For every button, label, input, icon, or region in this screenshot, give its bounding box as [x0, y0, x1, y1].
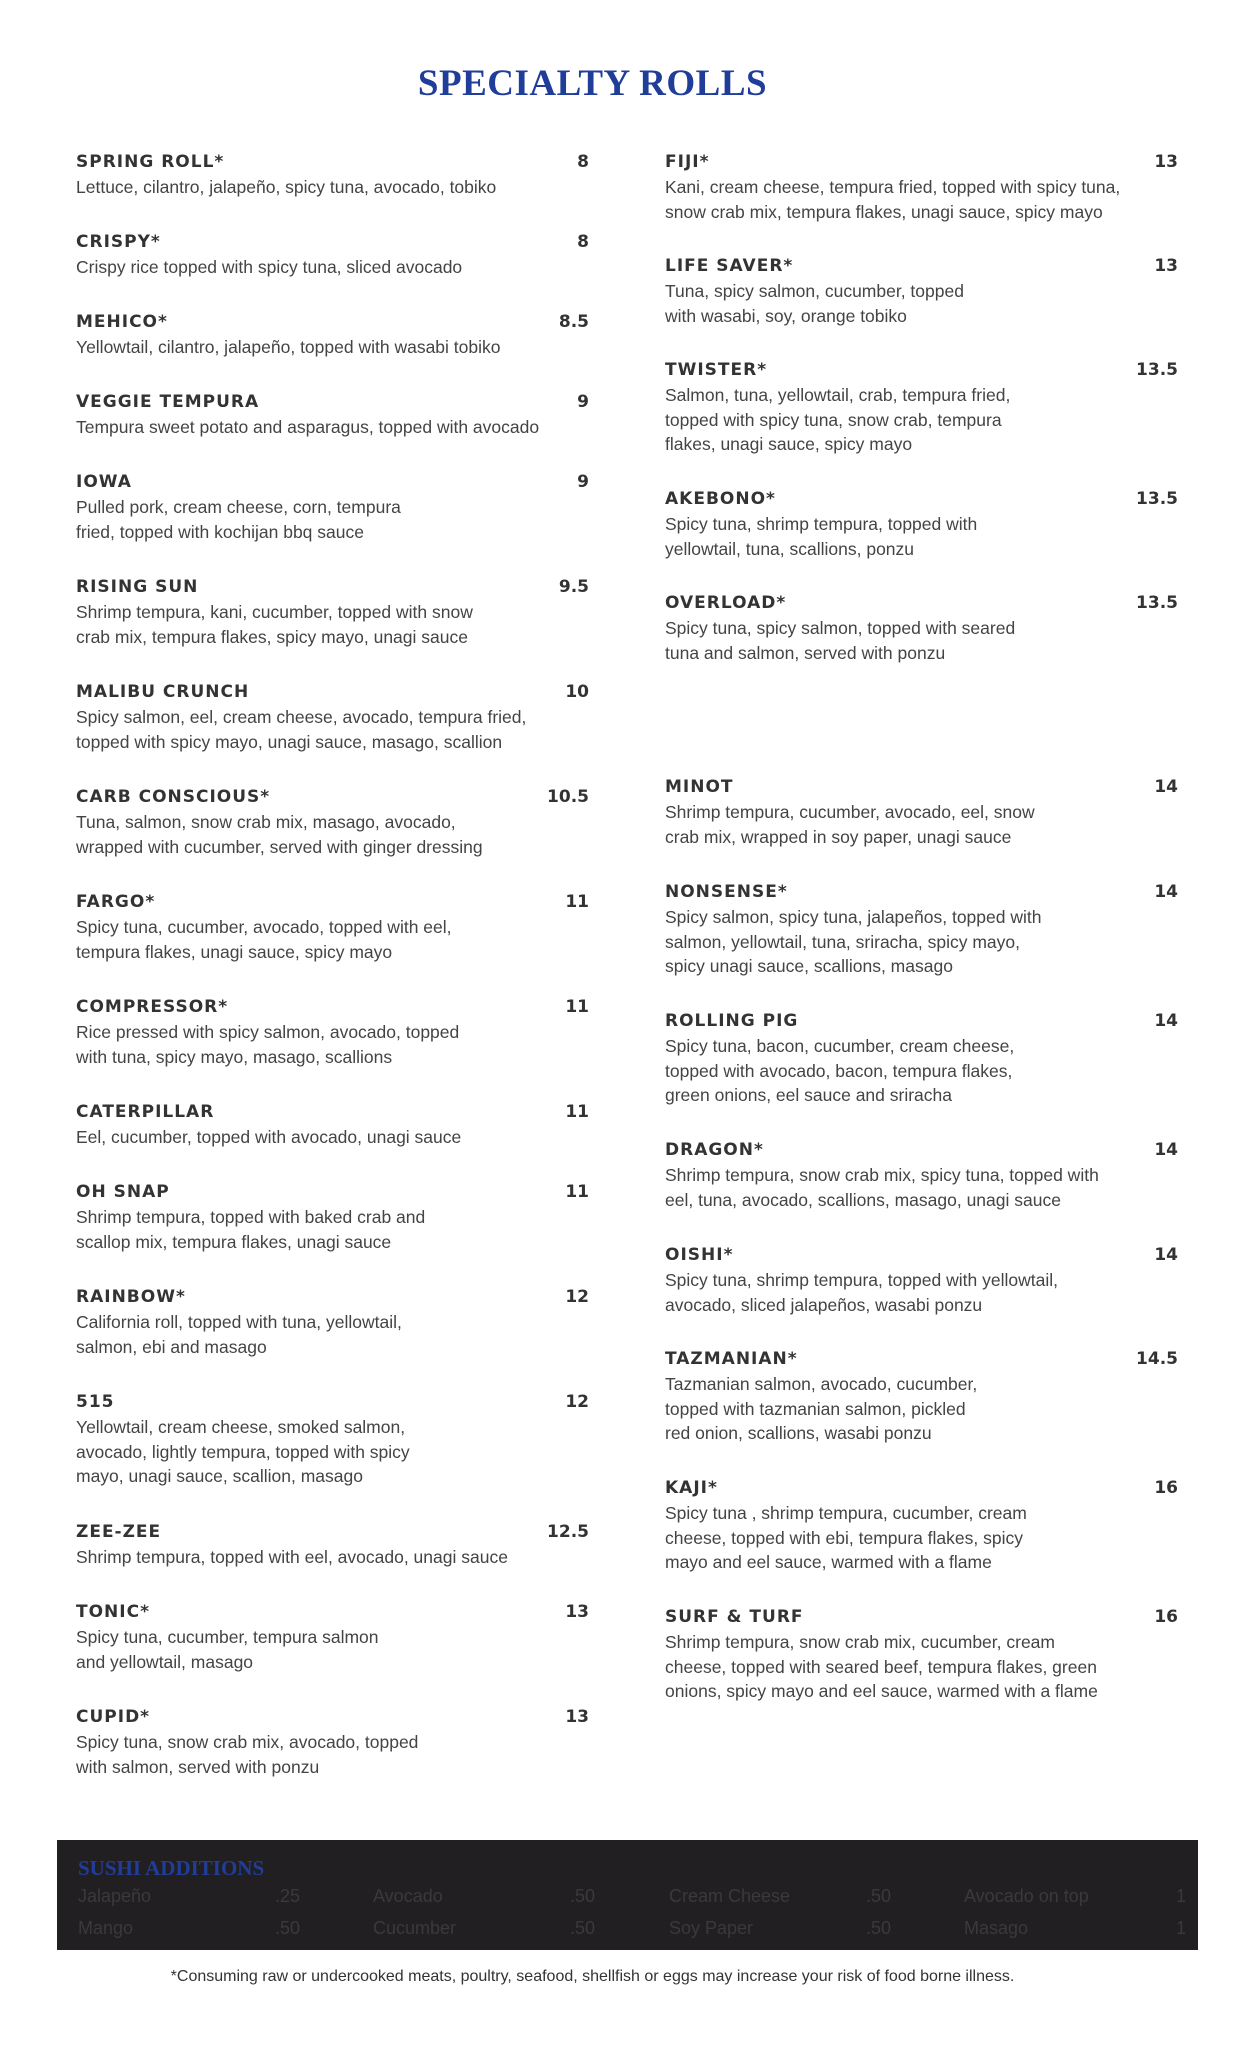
description-line: Tuna, salmon, snow crab mix, masago, avocado, [76, 812, 456, 832]
description-line: Yellowtail, cilantro, jalapeño, topped with wasabi tobiko [76, 337, 501, 357]
menu-item [76, 1285, 589, 1359]
description-line: Spicy salmon, spicy tuna, jalapeños, topped with [665, 907, 1042, 927]
menu-item-price: 13.5 [1136, 360, 1178, 380]
menu-item-header [76, 1600, 589, 1624]
description-line: topped with tazmanian salmon, pickled [665, 1398, 966, 1419]
menu-item-price: 11 [565, 1102, 589, 1122]
description-line: Spicy tuna, snow crab mix, avocado, topped [76, 1732, 419, 1752]
description-line: mayo and eel sauce, warmed with a flame [665, 1552, 992, 1572]
menu-item-name: KAJI* [665, 1478, 718, 1498]
addition-price: .50 [865, 1886, 891, 1906]
menu-item-name: CUPID* [76, 1707, 151, 1727]
menu-item-price: 14 [1154, 882, 1178, 902]
menu-item-price: 8.5 [558, 312, 589, 332]
description-line: Shrimp tempura, topped with baked crab and [76, 1207, 426, 1227]
description-line: salmon, yellowtail, tuna, sriracha, spicy mayo, [665, 931, 1020, 952]
menu-item [76, 230, 589, 280]
menu-item-name: RAINBOW* [76, 1287, 186, 1307]
menu-item-header [76, 680, 589, 704]
description-line: flakes, unagi sauce, spicy mayo [665, 434, 913, 454]
menu-item-name: CATERPILLAR [76, 1102, 215, 1122]
menu-item [665, 1605, 1178, 1704]
additions-title: SUSHI ADDITIONS [78, 1856, 265, 1880]
menu-item-name: COMPRESSOR* [76, 997, 229, 1017]
menu-item-name: RISING SUN [76, 577, 199, 597]
menu-item-header [665, 254, 1178, 278]
description-line: Rice pressed with spicy salmon, avocado, topped [76, 1022, 460, 1042]
description-line: yellowtail, tuna, scallions, ponzu [665, 538, 915, 559]
description-line: Spicy tuna, cucumber, avocado, topped with eel, [76, 917, 452, 937]
menu-item-name: IOWA [76, 472, 132, 492]
description-line: Tuna, spicy salmon, cucumber, topped [665, 281, 964, 301]
menu-item [665, 1243, 1178, 1317]
menu-item-header [76, 995, 589, 1019]
description-line: spicy unagi sauce, scallions, masago [665, 956, 953, 976]
menu-item [76, 995, 589, 1069]
menu-item-price: 13 [1154, 256, 1178, 276]
menu-item-price: 13 [1154, 152, 1178, 172]
description-line: snow crab mix, tempura flakes, unagi sauce, spicy mayo [665, 201, 1103, 222]
menu-item [665, 1347, 1178, 1446]
menu-item-header [76, 1180, 589, 1204]
menu-item-description [665, 616, 1178, 665]
menu-item-header [665, 1347, 1178, 1371]
description-line: Shrimp tempura, snow crab mix, spicy tuna, topped with [665, 1165, 1099, 1185]
menu-item-description [76, 415, 589, 440]
menu-item-header [76, 890, 589, 914]
menu-item-header [665, 150, 1178, 174]
menu-item-price: 14 [1154, 1011, 1178, 1031]
menu-item-price: 13 [565, 1602, 589, 1622]
description-line: tempura flakes, unagi sauce, spicy mayo [76, 941, 393, 962]
menu-item-description [665, 1268, 1178, 1317]
addition-item [669, 1918, 891, 1939]
menu-item-name: CARB CONSCIOUS* [76, 787, 271, 807]
menu-item-description [76, 915, 589, 964]
menu-item-name: LIFE SAVER* [665, 256, 794, 276]
menu-item-name: MALIBU CRUNCH [76, 682, 250, 702]
description-line: with salmon, served with ponzu [76, 1756, 320, 1777]
menu-item [76, 785, 589, 859]
addition-item [669, 1886, 891, 1907]
addition-name: Mango [78, 1918, 134, 1938]
menu-item-name: ROLLING PIG [665, 1011, 799, 1031]
description-line: Shrimp tempura, cucumber, avocado, eel, snow [665, 802, 1035, 822]
menu-item [76, 1600, 589, 1674]
menu-item [665, 254, 1178, 328]
menu-item-price: 11 [565, 1182, 589, 1202]
menu-item-name: ZEE-ZEE [76, 1522, 162, 1542]
menu-item [665, 358, 1178, 457]
menu-item-header [665, 591, 1178, 615]
addition-item [964, 1918, 1186, 1939]
menu-item-price: 11 [565, 997, 589, 1017]
description-line: green onions, eel sauce and sriracha [665, 1085, 952, 1105]
menu-item [665, 591, 1178, 665]
menu-item-description [76, 1125, 589, 1150]
addition-name: Avocado [373, 1886, 443, 1906]
menu-item-price: 10 [565, 682, 589, 702]
menu-item [76, 1705, 589, 1779]
menu-item-header [665, 775, 1178, 799]
description-line: California roll, topped with tuna, yellowtail, [76, 1312, 402, 1332]
menu-item-description [665, 905, 1178, 979]
menu-item-header [76, 1285, 589, 1309]
menu-item-price: 16 [1154, 1478, 1178, 1498]
menu-item-description [665, 383, 1178, 457]
menu-item-price: 13.5 [1136, 489, 1178, 509]
description-line: Spicy salmon, eel, cream cheese, avocado, tempura fried, [76, 707, 527, 727]
addition-name: Cream Cheese [669, 1886, 791, 1906]
menu-item-description [76, 175, 589, 200]
menu-item [76, 1180, 589, 1254]
description-line: fried, topped with kochijan bbq sauce [76, 521, 364, 542]
description-line: mayo, unagi sauce, scallion, masago [76, 1466, 363, 1486]
menu-item [76, 310, 589, 360]
menu-item-description [665, 800, 1178, 849]
footnote: *Consuming raw or undercooked meats, poultry, seafood, shellfish or eggs may increase your risk of food borne illness. [170, 1968, 1015, 1985]
description-line: cheese, topped with seared beef, tempura flakes, green [665, 1656, 1097, 1677]
menu-item-description [76, 810, 589, 859]
menu-item-header [665, 487, 1178, 511]
description-line: Tazmanian salmon, avocado, cucumber, [665, 1374, 978, 1394]
menu-item-header [665, 1476, 1178, 1500]
description-line: Pulled pork, cream cheese, corn, tempura [76, 497, 401, 517]
menu-item-header [76, 390, 589, 414]
description-line: Spicy tuna, shrimp tempura, topped with yellowtail, [665, 1270, 1058, 1290]
menu-item-price: 10.5 [547, 787, 589, 807]
menu-item-name: TAZMANIAN* [665, 1349, 798, 1369]
description-line: crab mix, wrapped in soy paper, unagi sauce [665, 826, 1012, 847]
menu-item-name: AKEBONO* [665, 489, 776, 509]
menu-item-price: 9 [577, 472, 589, 492]
description-line: Spicy tuna, shrimp tempura, topped with [665, 514, 978, 534]
menu-item-header [665, 1605, 1178, 1629]
menu-item-name: DRAGON* [665, 1140, 764, 1160]
description-line: Shrimp tempura, kani, cucumber, topped with snow [76, 602, 473, 622]
description-line: salmon, ebi and masago [76, 1336, 267, 1357]
description-line: onions, spicy mayo and eel sauce, warmed with a flame [665, 1681, 1098, 1701]
addition-item [78, 1918, 300, 1939]
menu-item [665, 775, 1178, 849]
addition-name: Masago [964, 1918, 1029, 1938]
menu-item-name: FIJI* [665, 152, 710, 172]
menu-item-description [665, 1034, 1178, 1108]
addition-price: 1 [1175, 1886, 1186, 1906]
description-line: Crispy rice topped with spicy tuna, sliced avocado [76, 257, 463, 277]
description-line: with wasabi, soy, orange tobiko [665, 305, 907, 326]
description-line: Shrimp tempura, topped with eel, avocado, unagi sauce [76, 1547, 508, 1567]
menu-item-price: 14 [1154, 1140, 1178, 1160]
menu-item-description [76, 1625, 589, 1674]
menu-item-price: 13 [565, 1707, 589, 1727]
menu-item-price: 16 [1154, 1607, 1178, 1627]
addition-name: Soy Paper [669, 1918, 754, 1938]
menu-item-name: CRISPY* [76, 232, 161, 252]
sushi-additions-panel [57, 1840, 1198, 1950]
menu-item-price: 9 [577, 392, 589, 412]
menu-item [76, 1390, 589, 1489]
menu-item [665, 880, 1178, 979]
menu-item [76, 470, 589, 544]
menu-item-description [76, 495, 589, 544]
description-line: wrapped with cucumber, served with ginger dressing [76, 836, 483, 857]
menu-item [76, 1520, 589, 1570]
menu-item-header [76, 1520, 589, 1544]
menu-item-name: OVERLOAD* [665, 593, 787, 613]
menu-item-name: OH SNAP [76, 1182, 170, 1202]
description-line: Eel, cucumber, topped with avocado, unagi sauce [76, 1127, 462, 1147]
menu-item-header [665, 1243, 1178, 1267]
menu-item-price: 9.5 [558, 577, 589, 597]
description-line: red onion, scallions, wasabi ponzu [665, 1423, 932, 1443]
addition-price: .50 [569, 1886, 595, 1906]
menu-item-header [665, 1138, 1178, 1162]
addition-item [373, 1886, 595, 1907]
menu-item [76, 150, 589, 200]
menu-item-name: NONSENSE* [665, 882, 788, 902]
menu-item-price: 12.5 [547, 1522, 589, 1542]
description-line: Shrimp tempura, snow crab mix, cucumber, cream [665, 1632, 1055, 1652]
menu-item-header [76, 470, 589, 494]
menu-item-description [76, 1545, 589, 1570]
menu-item [665, 1009, 1178, 1108]
menu-item-description [76, 335, 589, 360]
menu-item-header [665, 1009, 1178, 1033]
menu-item [76, 680, 589, 754]
menu-item-name: 515 [76, 1392, 115, 1412]
menu-item-description [76, 1310, 589, 1359]
menu-item-price: 14 [1154, 1245, 1178, 1265]
menu-item-description [665, 279, 1178, 328]
description-line: topped with avocado, bacon, tempura flakes, [665, 1060, 1013, 1081]
menu-item-header [76, 575, 589, 599]
menu-item-description [76, 1020, 589, 1069]
menu-item-description [76, 600, 589, 649]
menu-item-header [665, 358, 1178, 382]
menu-item [665, 487, 1178, 561]
menu-item [76, 390, 589, 440]
description-line: eel, tuna, avocado, scallions, masago, unagi sauce [665, 1189, 1061, 1210]
addition-name: Cucumber [373, 1918, 457, 1938]
menu-item-name: MINOT [665, 777, 734, 797]
addition-price: 1 [1175, 1918, 1186, 1938]
menu-item-description [665, 512, 1178, 561]
menu-item-header [665, 880, 1178, 904]
description-line: Kani, cream cheese, tempura fried, topped with spicy tuna, [665, 177, 1121, 197]
menu-item-price: 14.5 [1136, 1349, 1178, 1369]
addition-name: Jalapeño [78, 1886, 152, 1906]
menu-item [665, 1476, 1178, 1575]
description-line: topped with spicy tuna, snow crab, tempura [665, 409, 1002, 430]
description-line: topped with spicy mayo, unagi sauce, masago, scallion [76, 731, 503, 752]
menu-item-header [76, 150, 589, 174]
menu-item-name: TONIC* [76, 1602, 150, 1622]
menu-item-description [665, 1372, 1178, 1446]
addition-item [78, 1886, 300, 1907]
addition-price: .25 [274, 1886, 300, 1906]
menu-item-name: TWISTER* [665, 360, 768, 380]
menu-item-description [76, 1730, 589, 1779]
menu-item-price: 12 [565, 1287, 589, 1307]
addition-price: .50 [865, 1918, 891, 1938]
menu-item-description [76, 255, 589, 280]
description-line: tuna and salmon, served with ponzu [665, 642, 946, 663]
description-line: Spicy tuna, cucumber, tempura salmon [76, 1627, 379, 1647]
menu-item-header [76, 230, 589, 254]
menu-item-header [76, 310, 589, 334]
description-line: with tuna, spicy mayo, masago, scallions [76, 1046, 393, 1067]
menu-item [76, 1100, 589, 1150]
description-line: Lettuce, cilantro, jalapeño, spicy tuna, avocado, tobiko [76, 177, 497, 197]
description-line: Yellowtail, cream cheese, smoked salmon, [76, 1417, 406, 1437]
menu-item-name: FARGO* [76, 892, 156, 912]
description-line: scallop mix, tempura flakes, unagi sauce [76, 1231, 392, 1252]
menu-item-description [665, 175, 1178, 224]
menu-item-description [76, 1205, 589, 1254]
menu-item-description [76, 1415, 589, 1489]
menu-item-price: 11 [565, 892, 589, 912]
menu-item-description [665, 1501, 1178, 1575]
addition-item [964, 1886, 1186, 1907]
description-line: Spicy tuna, spicy salmon, topped with seared [665, 618, 1016, 638]
menu-item-description [76, 705, 589, 754]
description-line: Spicy tuna , shrimp tempura, cucumber, cream [665, 1503, 1027, 1523]
description-line: and yellowtail, masago [76, 1651, 254, 1672]
addition-name: Avocado on top [964, 1886, 1089, 1906]
menu-item-header [76, 1705, 589, 1729]
menu-item-name: MEHICO* [76, 312, 168, 332]
addition-item [373, 1918, 595, 1939]
menu-item [76, 890, 589, 964]
menu-item [665, 1138, 1178, 1212]
description-line: avocado, sliced jalapeños, wasabi ponzu [665, 1294, 983, 1315]
menu-item-name: OISHI* [665, 1245, 734, 1265]
description-line: Tempura sweet potato and asparagus, topped with avocado [76, 417, 540, 437]
description-line: cheese, topped with ebi, tempura flakes, spicy [665, 1527, 1023, 1548]
menu-item-price: 8 [577, 232, 589, 252]
menu-item-description [665, 1163, 1178, 1212]
menu-item-name: SPRING ROLL* [76, 152, 225, 172]
menu-item-price: 13.5 [1136, 593, 1178, 613]
menu-item [76, 575, 589, 649]
description-line: avocado, lightly tempura, topped with spicy [76, 1441, 410, 1462]
menu-item-name: VEGGIE TEMPURA [76, 392, 260, 412]
menu-item-description [665, 1630, 1178, 1704]
menu-item-header [76, 785, 589, 809]
description-line: Salmon, tuna, yellowtail, crab, tempura fried, [665, 385, 1011, 405]
addition-price: .50 [274, 1918, 300, 1938]
menu-item-name: SURF & TURF [665, 1607, 804, 1627]
description-line: crab mix, tempura flakes, spicy mayo, unagi sauce [76, 626, 468, 647]
page-title: SPECIALTY ROLLS [417, 63, 768, 104]
menu-item-price: 12 [565, 1392, 589, 1412]
menu-item [665, 150, 1178, 224]
menu-item-price: 8 [577, 152, 589, 172]
menu-item-header [76, 1390, 589, 1414]
menu-item-price: 14 [1154, 777, 1178, 797]
description-line: Spicy tuna, bacon, cucumber, cream cheese, [665, 1036, 1015, 1056]
addition-price: .50 [569, 1918, 595, 1938]
menu-item-header [76, 1100, 589, 1124]
